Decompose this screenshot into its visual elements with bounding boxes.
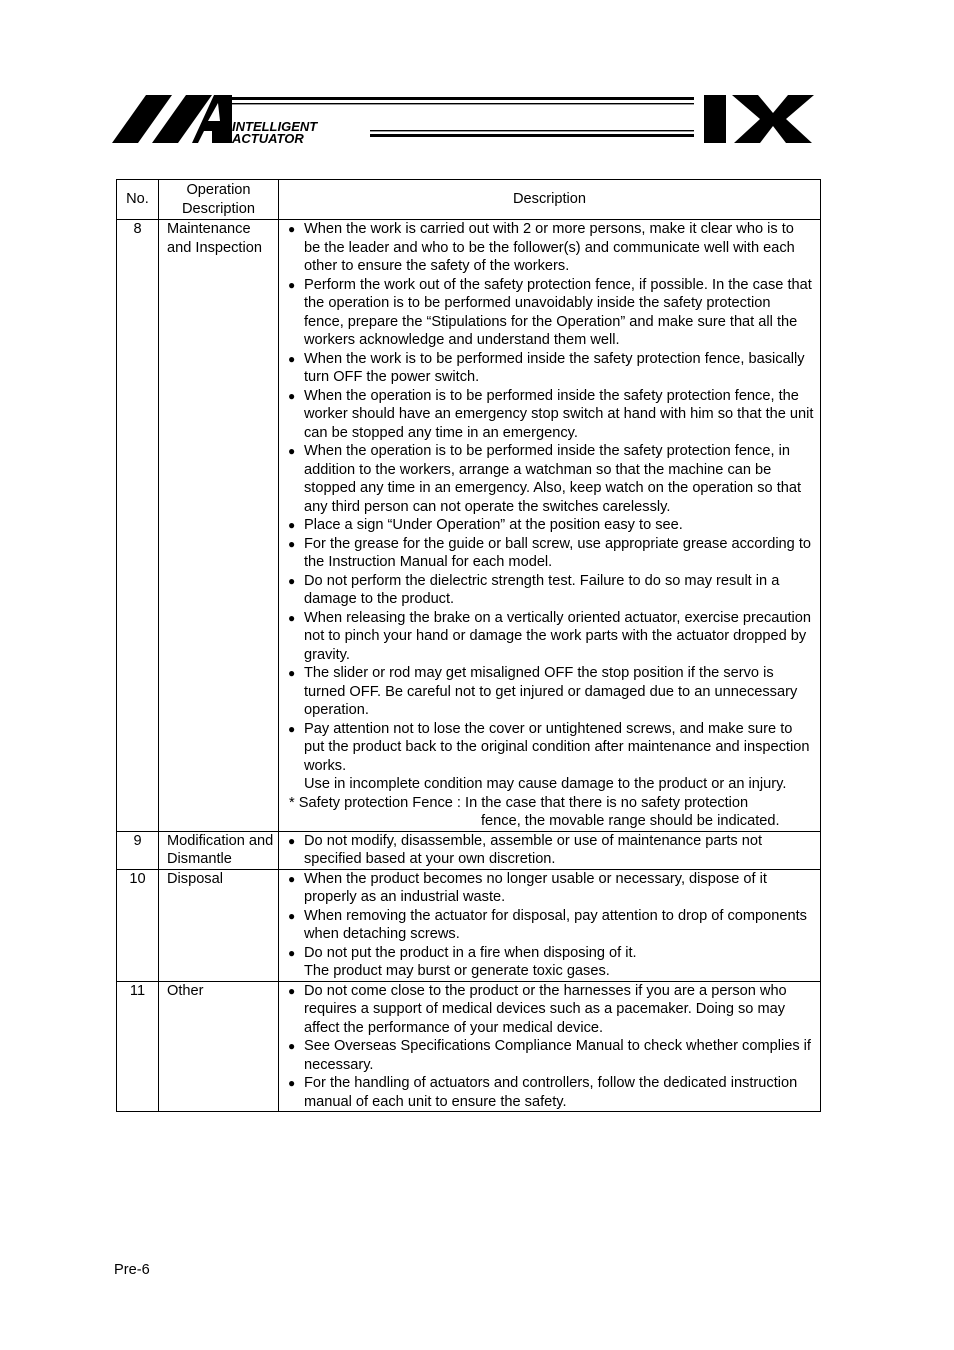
list-item: ● See Overseas Specifications Compliance Manual to check whether complies if necessary. <box>287 1037 814 1074</box>
footnote-continued: fence, the movable range should be indicated. <box>481 813 780 829</box>
list-item: ● The slider or rod may get misaligned OFF the stop position if the servo is turned OFF. Be careful not to get injured or damaged due to an unnecessary operation. <box>287 664 814 720</box>
description-list <box>287 870 814 963</box>
list-item: ● For the handling of actuators and controllers, follow the dedicated instruction manual of each unit to ensure the safety. <box>287 1074 814 1111</box>
table-row <box>117 981 821 1112</box>
list-item: ● Do not perform the dielectric strength test. Failure to do so may result in a damage to the product. <box>287 572 814 609</box>
operation-name: Other <box>159 981 279 1112</box>
description-cell <box>279 869 821 981</box>
list-item: ● When the operation is to be performed inside the safety protection fence, in addition to the workers, arrange a watchman so that the machine can be stopped any time in an emergency. Also, keep watch on the operation so that any third person can not operate the switches carelessly. <box>287 442 814 516</box>
list-item: ● When the work is carried out with 2 or more persons, make it clear who is to be the leader and who to be the follower(s) and communicate well with each other to ensure the safety of the workers. <box>287 220 814 276</box>
footnote: * Safety protection Fence : In the case that there is no safety protection <box>289 794 749 811</box>
row-number: 11 <box>117 981 159 1112</box>
description-list <box>287 220 814 775</box>
description-cell <box>279 981 821 1112</box>
list-item: ● When the operation is to be performed inside the safety protection fence, the worker should have an emergency stop switch at hand with him so that the unit can be stopped any time in an emergency. <box>287 387 814 443</box>
safety-table <box>116 179 821 1112</box>
table-row <box>117 220 821 832</box>
sub-text: The product may burst or generate toxic gases. <box>304 963 610 979</box>
row-number: 10 <box>117 869 159 981</box>
operation-name: Modification and Dismantle <box>159 831 279 869</box>
sub-text: Use in incomplete condition may cause damage to the product or an injury. <box>304 776 787 792</box>
page-number: Pre-6 <box>114 1262 150 1278</box>
table-row <box>117 869 821 981</box>
table-row <box>117 831 821 869</box>
list-item: ● For the grease for the guide or ball screw, use appropriate grease according to the Instruction Manual for each model. <box>287 535 814 572</box>
table-header-row <box>117 180 821 220</box>
list-item: ● When the product becomes no longer usable or necessary, dispose of it properly as an industrial waste. <box>287 870 814 907</box>
logo-line1: INTELLIGENT <box>232 119 318 134</box>
row-number: 8 <box>117 220 159 832</box>
list-item: ● Pay attention not to lose the cover or untightened screws, and make sure to put the product back to the original condition after maintenance and inspection works. <box>287 720 814 776</box>
page-header <box>112 93 814 146</box>
row-number: 9 <box>117 831 159 869</box>
description-list <box>287 982 814 1112</box>
list-item: ● When removing the actuator for disposal, pay attention to drop of components when detaching screws. <box>287 907 814 944</box>
col-no-header: No. <box>117 180 159 220</box>
list-item: ● Do not come close to the product or the harnesses if you are a person who requires a support of medical devices such as a pacemaker. Doing so may affect the performance of your medical device. <box>287 982 814 1038</box>
description-cell <box>279 831 821 869</box>
operation-name: Maintenance and Inspection <box>159 220 279 832</box>
col-operation-header: Operation Description <box>159 180 279 220</box>
intelligent-actuator-logo <box>112 93 814 146</box>
list-item: ● Perform the work out of the safety protection fence, if possible. In the case that the operation is to be performed unavoidably inside the safety protection fence, prepare the “Stipulations for the Operation” and make sure that all the workers acknowledge and understand them well. <box>287 276 814 350</box>
description-cell <box>279 220 821 832</box>
logo-line2: ACTUATOR <box>232 131 304 146</box>
col-description-header: Description <box>279 180 821 220</box>
list-item: ● Do not put the product in a fire when disposing of it. <box>287 944 814 963</box>
description-list <box>287 832 814 869</box>
list-item: ● When the work is to be performed inside the safety protection fence, basically turn OFF the power switch. <box>287 350 814 387</box>
list-item: ● Do not modify, disassemble, assemble or use of maintenance parts not specified based at your own discretion. <box>287 832 814 869</box>
list-item: ● When releasing the brake on a vertically oriented actuator, exercise precaution not to pinch your hand or damage the work parts with the actuator dropped by gravity. <box>287 609 814 665</box>
list-item: ● Place a sign “Under Operation” at the position easy to see. <box>287 516 814 535</box>
operation-name: Disposal <box>159 869 279 981</box>
